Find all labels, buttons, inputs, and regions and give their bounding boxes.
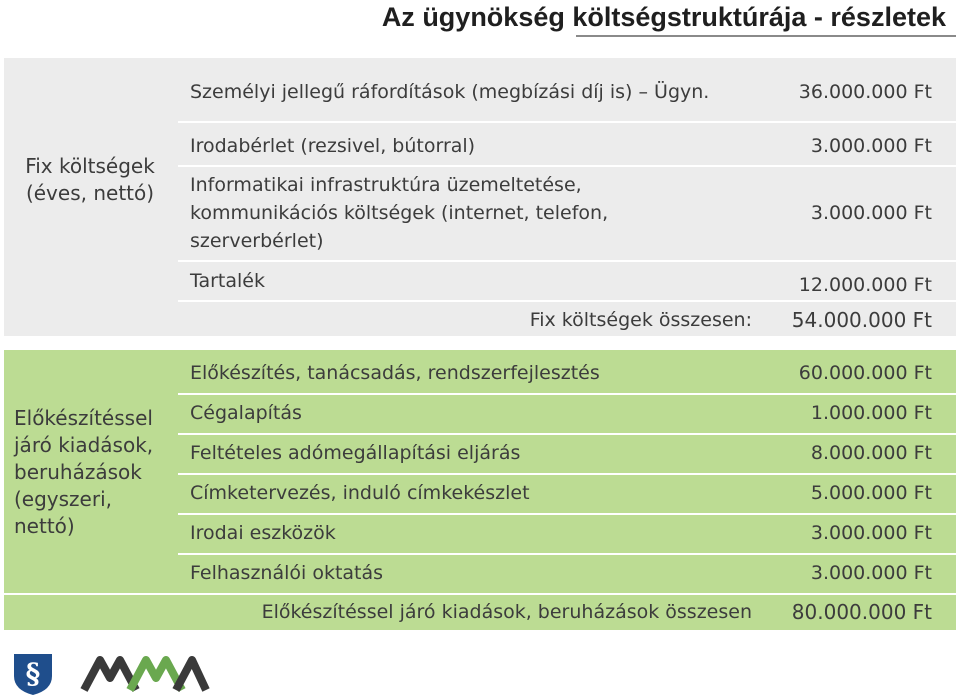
title-underline <box>576 35 956 37</box>
preparatory-row-amount: 60.000.000 Ft <box>798 362 932 384</box>
fixed-row-label: Tartalék <box>190 270 265 292</box>
preparatory-row-label: Feltételes adómegállapítási eljárás <box>190 442 521 464</box>
preparatory-row-label: Cégalapítás <box>190 402 302 424</box>
row-divider <box>178 260 956 262</box>
preparatory-row-label: Előkészítés, tanácsadás, rendszerfejlesztés <box>190 362 600 384</box>
preparatory-row-amount: 3.000.000 Ft <box>810 562 932 584</box>
row-divider <box>178 513 956 515</box>
fixed-row-amount: 3.000.000 Ft <box>810 135 932 157</box>
row-divider <box>178 393 956 395</box>
fixed-row-amount: 12.000.000 Ft <box>798 274 932 296</box>
preparatory-total-label: Előkészítéssel járó kiadások, beruházások összesen <box>261 601 752 623</box>
preparatory-row-label: Felhasználói oktatás <box>190 562 384 584</box>
row-divider <box>178 433 956 435</box>
fixed-row-label: Irodabérlet (rezsivel, bútorral) <box>190 135 476 157</box>
page-title: Az ügynökség költségstruktúrája - részletek <box>381 2 946 32</box>
fixed-total-label: Fix költségek összesen: <box>529 309 752 331</box>
row-divider <box>178 473 956 475</box>
row-divider <box>178 300 956 302</box>
nav-logo <box>80 654 210 694</box>
fixed-row-amount: 36.000.000 Ft <box>798 81 932 103</box>
preparatory-row-amount: 1.000.000 Ft <box>810 402 932 424</box>
row-divider <box>178 121 956 123</box>
row-divider <box>4 593 956 595</box>
preparatory-row-amount: 3.000.000 Ft <box>810 522 932 544</box>
fixed-row-amount: 3.000.000 Ft <box>810 202 932 224</box>
crest-logo <box>10 650 56 696</box>
fixed-total-amount: 54.000.000 Ft <box>791 308 932 332</box>
preparatory-section-label: Előkészítéssel járó kiadások, beruházások (egyszeri, nettó) <box>14 405 154 538</box>
preparatory-row-label: Irodai eszközök <box>190 522 336 544</box>
fixed-row-label: Informatikai infrastruktúra üzemeltetése, kommunikációs költségek (internet, telefon, szerverbérlet) <box>190 174 609 252</box>
fixed-row-label: Személyi jellegű ráfordítások (megbízási díj is) – Ügyn. <box>190 81 710 103</box>
fixed-section-label: Fix költségek (éves, nettó) <box>25 154 155 205</box>
svg-text:§: § <box>25 657 41 690</box>
preparatory-total-amount: 80.000.000 Ft <box>791 600 932 624</box>
preparatory-row-amount: 5.000.000 Ft <box>810 482 932 504</box>
preparatory-row-label: Címketervezés, induló címkekészlet <box>190 482 530 504</box>
row-divider <box>178 165 956 167</box>
row-divider <box>178 553 956 555</box>
preparatory-row-amount: 8.000.000 Ft <box>810 442 932 464</box>
